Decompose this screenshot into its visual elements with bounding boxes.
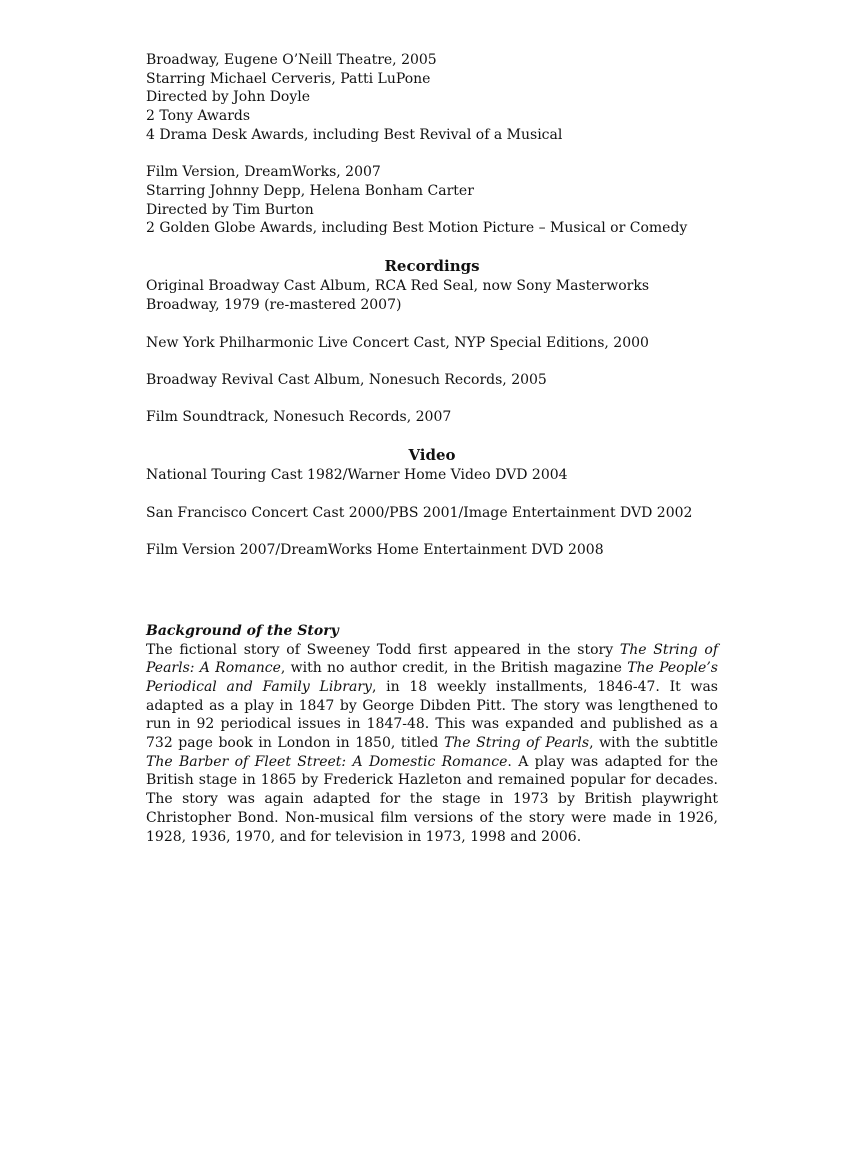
- background-text: , in 18 weekly installments, 1846-47. It was adapted as a play in 1847 by George Dibden Pitt. The story was lengthened to run in 92 periodical issues in 1847-48. This was expanded and published as a 732 page book in London in 1850, titled: [146, 678, 718, 752]
- video-list: [146, 466, 718, 559]
- recording-item: New York Philharmonic Live Concert Cast, NYP Special Editions, 2000: [146, 334, 649, 351]
- background-title: Background of the Story: [146, 622, 339, 639]
- production-line: Directed by Tim Burton: [146, 201, 314, 218]
- background-text: , with the subtitle: [589, 735, 718, 752]
- production-film-version: [146, 163, 718, 238]
- production-line: Directed by John Doyle: [146, 89, 311, 106]
- production-line: Broadway, Eugene O’Neill Theatre, 2005: [146, 52, 437, 68]
- recordings-list: [146, 277, 718, 427]
- recording-item: Broadway Revival Cast Album, Nonesuch Records, 2005: [146, 371, 547, 388]
- background-text: The fictional story of Sweeney Todd first appeared in the story: [146, 641, 620, 658]
- production-broadway-revival: [146, 51, 718, 145]
- background-title-ref: The People’s Periodical and Family Library: [146, 660, 718, 695]
- video-item: San Francisco Concert Cast 2000/PBS 2001/Image Entertainment DVD 2002: [146, 504, 693, 521]
- production-line: Starring Johnny Depp, Helena Bonham Carter: [146, 182, 474, 199]
- background-text: . A play was adapted for the British stage in 1865 by Frederick Hazleton and remained popular for decades. The story was again adapted for the stage in 1973 by British playwright Christopher Bond. Non-musical film versions of the story were made in 1926, 1928, 1936, 1970, and for television in 1973, 1998 and 2006.: [146, 753, 718, 845]
- video-item: Film Version 2007/DreamWorks Home Entertainment DVD 2008: [146, 542, 604, 559]
- recording-item: Film Soundtrack, Nonesuch Records, 2007: [146, 409, 452, 426]
- recordings-heading: Recordings: [384, 256, 480, 275]
- document-page: [146, 51, 718, 846]
- background-paragraph: [146, 641, 718, 847]
- video-item: National Touring Cast 1982/Warner Home Video DVD 2004: [146, 467, 568, 484]
- background-title-ref: The String of Pearls: A Romance: [146, 641, 719, 677]
- production-line: 4 Drama Desk Awards, including Best Revival of a Musical: [146, 126, 563, 143]
- recording-item: Original Broadway Cast Album, RCA Red Seal, now Sony Masterworks Broadway, 1979 (re-mastered 2007): [146, 278, 650, 314]
- background-text: , with no author credit, in the British magazine: [280, 660, 628, 677]
- production-line: Starring Michael Cerveris, Patti LuPone: [146, 70, 431, 87]
- background-title-ref: The Barber of Fleet Street: A Domestic Romance: [146, 753, 508, 770]
- production-line: Film Version, DreamWorks, 2007: [146, 164, 381, 181]
- production-line: 2 Golden Globe Awards, including Best Motion Picture – Musical or Comedy: [146, 220, 688, 237]
- video-heading: Video: [408, 445, 456, 464]
- production-line: 2 Tony Awards: [146, 108, 251, 125]
- background-title-ref: The String of Pearls: [443, 735, 590, 752]
